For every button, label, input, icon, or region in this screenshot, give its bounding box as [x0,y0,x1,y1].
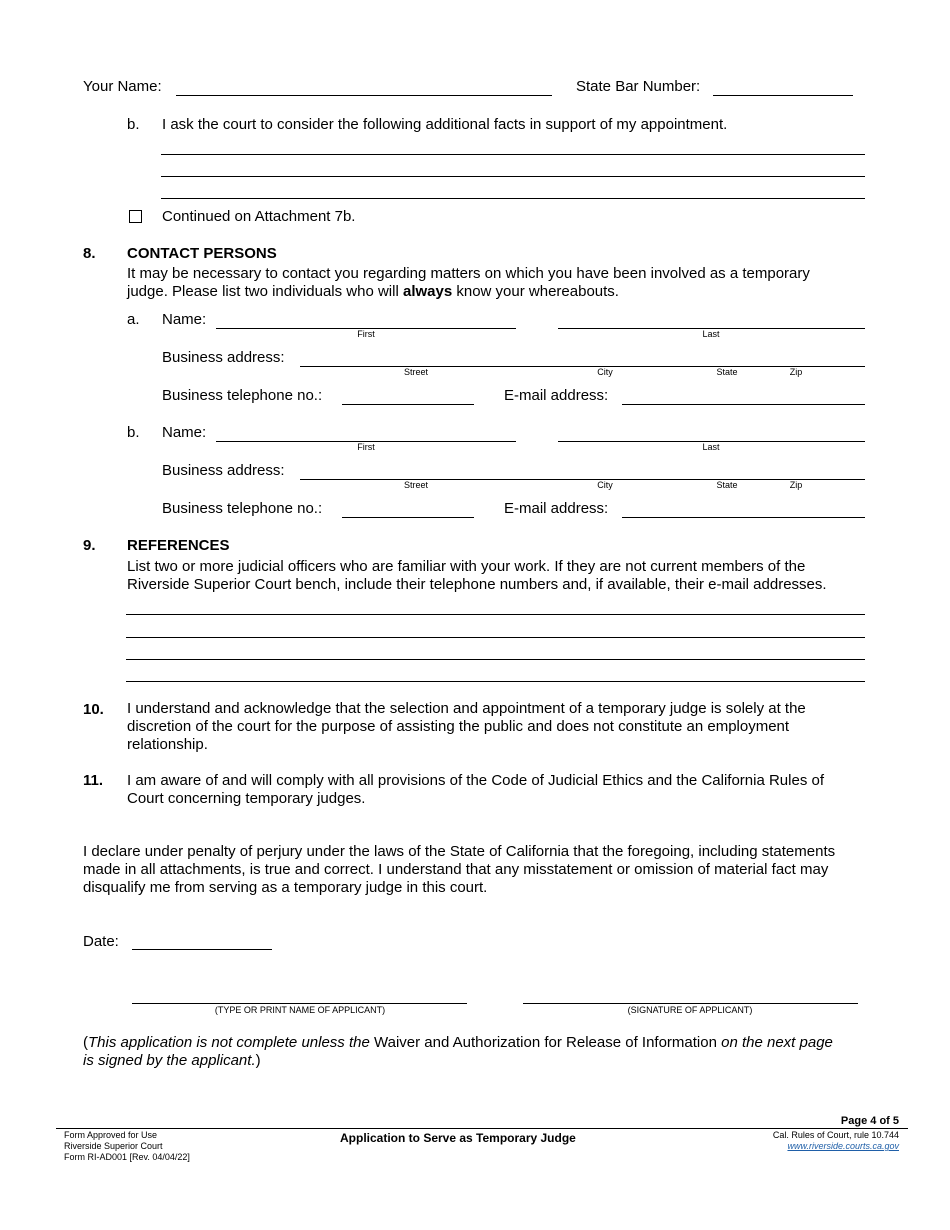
state-bar-label: State Bar Number: [576,78,701,95]
section-11-line2: Court concerning temporary judges. [127,790,366,807]
note-form-title: Waiver and Authorization for Release of Information [369,1034,722,1051]
note-open-paren: ( [83,1034,88,1051]
contact-b-street-caption: Street [403,480,429,490]
section-10-number: 10. [83,701,104,718]
contact-b-name-label: Name: [162,424,207,441]
contact-b-first-caption: First [357,442,375,452]
references-line-4[interactable] [126,681,865,682]
section-11-line1: I am aware of and will comply with all provisions of the Code of Judicial Ethics and the California Rules of [127,772,825,789]
footer-left-2: Riverside Superior Court [64,1141,163,1151]
declaration-line3: disqualify me from serving as a temporary judge in this court. [83,879,488,896]
item-7b-text: I ask the court to consider the following additional facts in support of my appointment. [162,116,728,133]
references-line-1[interactable] [126,614,865,615]
footer-court-link[interactable]: www.riverside.courts.ca.gov [787,1141,899,1151]
contact-a-email-field[interactable] [622,404,865,405]
declaration-line2: made in all attachments, is true and correct. I understand that any misstatement or omission of material fact may [83,861,829,878]
intro-text: judge. Please list two individuals who will [127,283,403,300]
note-close-paren: ) [255,1052,261,1069]
contact-b-email-field[interactable] [622,517,865,518]
declaration-line1: I declare under penalty of perjury under the laws of the State of California that the foregoing, including statements [83,843,836,860]
footer-left-3: Form RI-AD001 [Rev. 04/04/22] [64,1152,190,1162]
footer-divider [56,1128,908,1129]
references-line-3[interactable] [126,659,865,660]
contact-b-state-caption: State [716,480,738,490]
note-line2 [83,1052,261,1070]
section-10-line3: relationship. [127,736,208,753]
always-emphasis: always [402,283,453,300]
applicant-signature-field[interactable] [523,1003,858,1004]
contact-a-last-caption: Last [702,329,720,339]
contact-b-address-field[interactable] [300,479,865,480]
footer-form-title: Application to Serve as Temporary Judge [340,1131,576,1145]
page-number: Page 4 of 5 [840,1115,899,1127]
footer-left-1: Form Approved for Use [64,1130,158,1140]
section-9-title: REFERENCES [127,537,230,554]
contact-a-phone-field[interactable] [342,404,474,405]
contact-a-address-label: Business address: [162,349,285,366]
section-9-number: 9. [83,537,96,554]
contact-a-address-field[interactable] [300,366,865,367]
date-field[interactable] [132,949,272,950]
references-line-2[interactable] [126,637,865,638]
contact-b-phone-field[interactable] [342,517,474,518]
your-name-field[interactable] [176,95,552,96]
contact-a-first-caption: First [357,329,375,339]
contact-b-phone-label: Business telephone no.: [162,500,323,517]
section-8-intro-line1: It may be necessary to contact you regarding matters on which you have been involved as a temporary [127,265,810,282]
contact-b-city-caption: City [597,480,613,490]
continued-attachment-label: Continued on Attachment 7b. [162,208,356,225]
footer-rule-citation: Cal. Rules of Court, rule 10.744 [772,1130,899,1140]
note-line1 [83,1034,833,1052]
contact-b-zip-caption: Zip [789,480,803,490]
attachment-7b-checkbox[interactable] [129,210,142,223]
additional-facts-line-1[interactable] [161,154,865,155]
section-8-number: 8. [83,245,96,262]
item-7b-letter: b. [127,116,140,133]
note-italic-1: This application is not complete unless the [88,1034,370,1051]
section-10-line2: discretion of the court for the purpose of assisting the public and does not constitute an employment [127,718,790,735]
applicant-name-field[interactable] [132,1003,467,1004]
note-italic-2: on the next page [721,1034,833,1051]
section-9-line1: List two or more judicial officers who are familiar with your work. If they are not current members of the [127,558,806,575]
applicant-signature-caption: (SIGNATURE OF APPLICANT) [627,1005,753,1015]
additional-facts-line-2[interactable] [161,176,865,177]
contact-a-zip-caption: Zip [789,367,803,377]
contact-a-letter: a. [127,311,140,328]
section-9-line2: Riverside Superior Court bench, include their telephone numbers and, if available, their e-mail addresses. [127,576,827,593]
intro-text-end: know your whereabouts. [452,283,619,300]
contact-a-state-caption: State [716,367,738,377]
note-italic-3: is signed by the applicant. [83,1052,256,1069]
contact-a-phone-label: Business telephone no.: [162,387,323,404]
state-bar-field[interactable] [713,95,853,96]
section-11-number: 11. [83,772,104,789]
section-8-title: CONTACT PERSONS [127,245,277,262]
section-10-line1: I understand and acknowledge that the selection and appointment of a temporary judge is solely at the [127,700,806,717]
applicant-name-caption: (TYPE OR PRINT NAME OF APPLICANT) [214,1005,386,1015]
contact-a-email-label: E-mail address: [504,387,609,404]
date-label: Date: [83,933,119,950]
contact-b-email-label: E-mail address: [504,500,609,517]
section-8-intro-line2 [127,283,619,301]
contact-a-name-label: Name: [162,311,207,328]
contact-a-city-caption: City [597,367,613,377]
contact-b-last-caption: Last [702,442,720,452]
contact-b-address-label: Business address: [162,462,285,479]
contact-a-street-caption: Street [403,367,429,377]
your-name-label: Your Name: [83,78,162,95]
contact-b-letter: b. [127,424,140,441]
additional-facts-line-3[interactable] [161,198,865,199]
